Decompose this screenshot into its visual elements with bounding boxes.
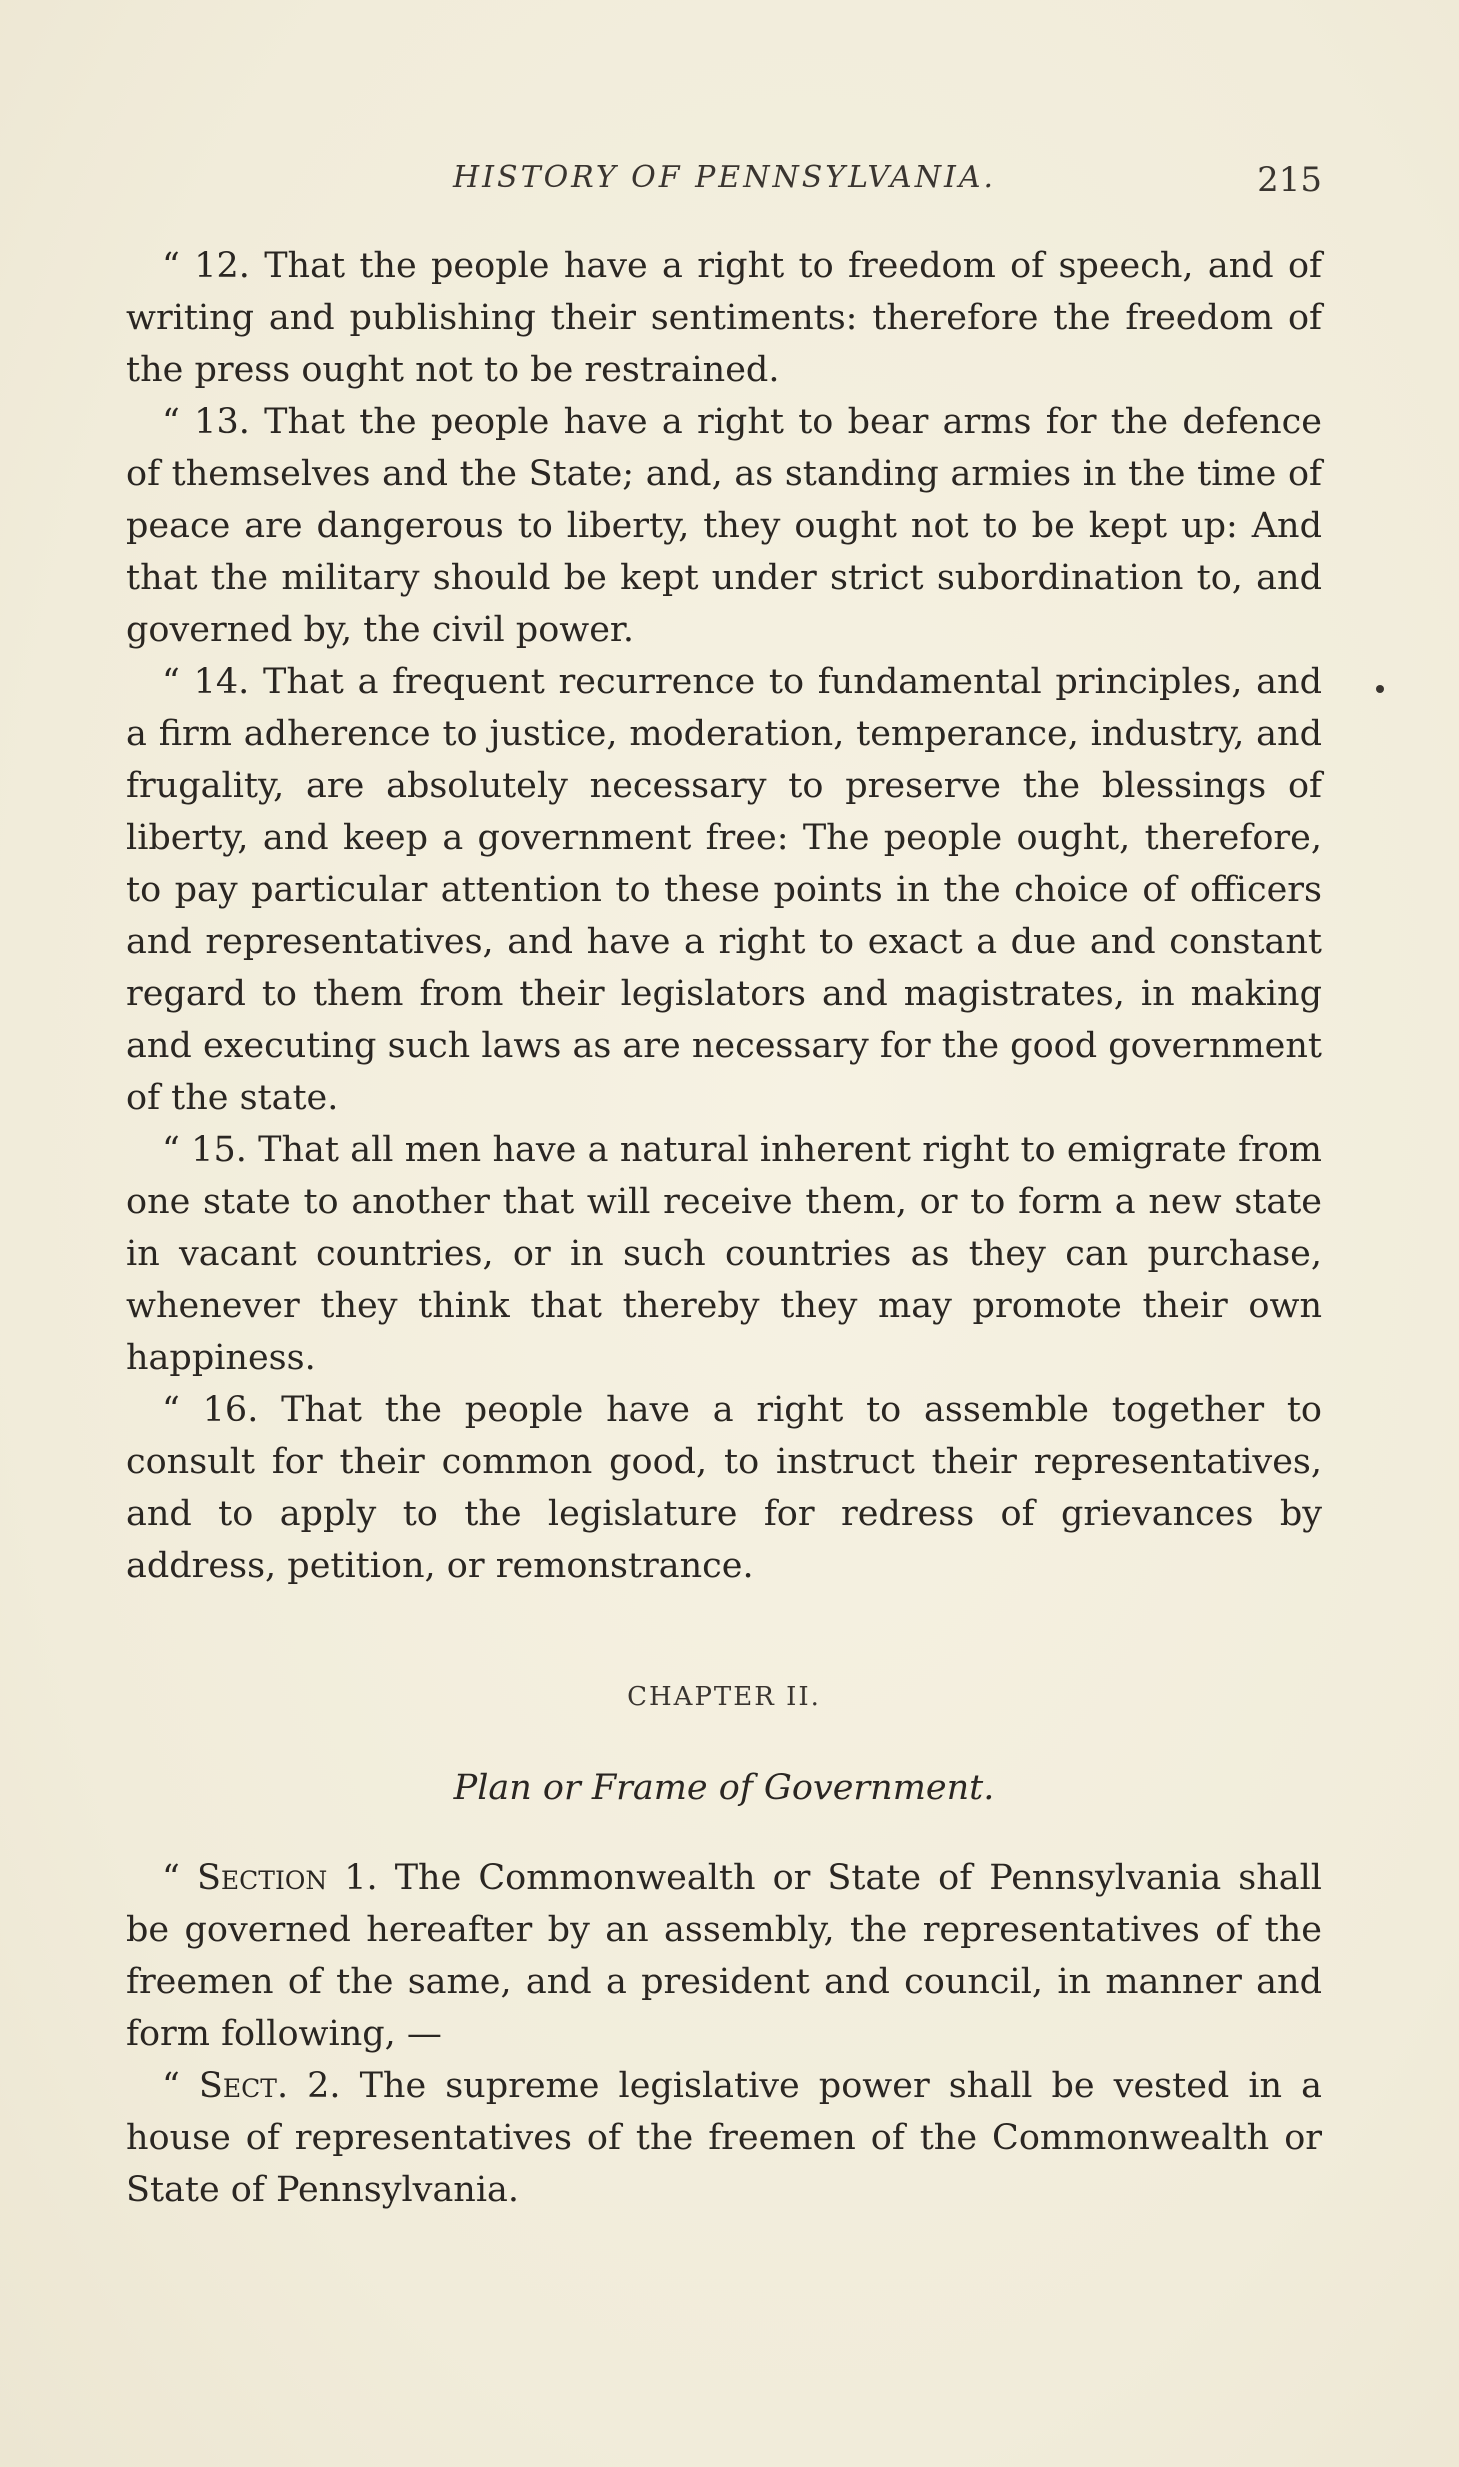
paragraph-14: “ 14. That a frequent recurrence to fundamental principles, and a firm adherence to justice, moderation, temperance, industry, and frugality, are absolutely necessary to preserve the blessings of liberty, and keep a government free: The people ought, therefore, to pay particular attention to these points in the choice of officers and representatives, and have a right to exact a due and constant regard to them from their legislators and magistrates, in making and executing such laws as are necessary for the good government of the state. (126, 662, 1322, 1118)
chapter-heading: CHAPTER II. (627, 1682, 821, 1712)
paragraph-13: “ 13. That the people have a right to bear arms for the defence of themselves and the State; and, as standing armies in the time of peace are dangerous to liberty, they ought not to be kept up: And that the military should be kept under strict subordination to, and governed by, the civil power. (126, 402, 1322, 650)
page-number: 215 (1257, 160, 1322, 200)
section-2 (126, 2060, 1322, 2216)
paragraph-12: “ 12. That the people have a right to freedom of speech, and of writing and publishing their sentiments: therefore the freedom of the press ought not to be restrained. (126, 246, 1322, 390)
section-2-prefix: “ Sect. (162, 2066, 289, 2106)
section-1 (126, 1852, 1322, 2060)
running-title: HISTORY OF PENNSYLVANIA. (453, 160, 997, 195)
section-2-text: 2. The supreme legislative power shall be vested in a house of representatives of the freemen of the Commonwealth or State of Pennsylvania. (126, 2066, 1322, 2210)
section-text (126, 1852, 1322, 2216)
section-1-prefix: “ Section (162, 1858, 328, 1898)
page-header (126, 160, 1322, 210)
paragraph-16: “ 16. That the people have a right to assemble together to consult for their common good, to instruct their representatives, and to apply to the legislature for redress of grievances by address, petition, or remonstrance. (126, 1390, 1322, 1586)
section-1-text: 1. The Commonwealth or State of Pennsylvania shall be governed hereafter by an assembly, the representatives of the freemen of the same, and a president and council, in manner and form following, — (126, 1858, 1322, 2054)
ink-speck (1376, 685, 1384, 693)
body-text (126, 240, 1322, 1592)
paragraph-15: “ 15. That all men have a natural inherent right to emigrate from one state to another that will receive them, or to form a new state in vacant countries, or in such countries as they can purchase, whenever they think that thereby they may promote their own happiness. (126, 1130, 1322, 1378)
chapter-title: Plan or Frame of Government. (453, 1768, 995, 1808)
